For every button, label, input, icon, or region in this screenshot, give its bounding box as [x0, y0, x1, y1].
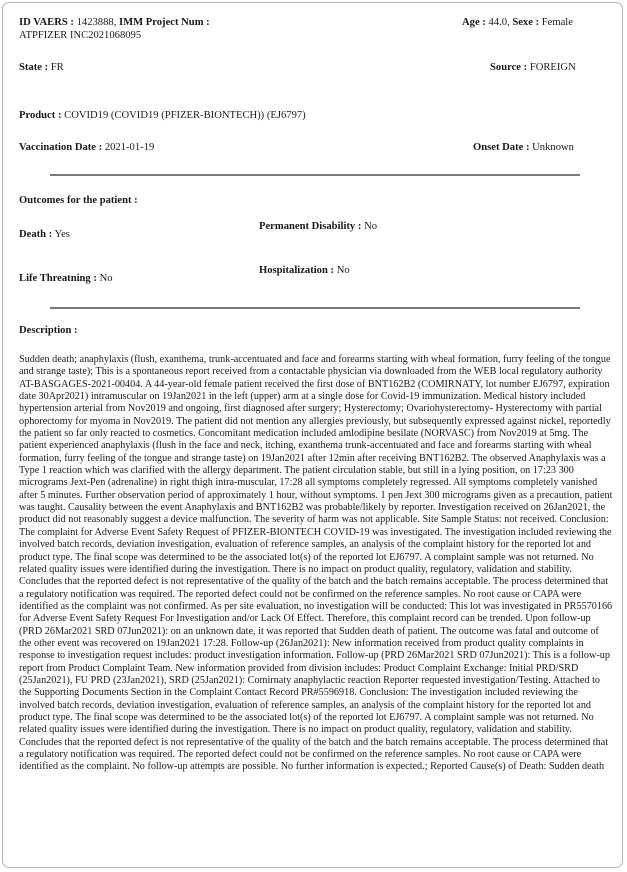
onset-date-field [473, 142, 574, 154]
death-field [19, 229, 70, 241]
description-text: Sudden death; anaphylaxis (flush, exanthema, trunk-accentuated and face and forearms starting with wheal formation, furry feeling of the tongue and strange taste); This is a spontaneous report received from a contactable physician via downloaded from the WEB local regulatory authority AT-BASGAGES-2021-00404. A 44-year-old female patient received the first dose of BNT162B2 (COMIRNATY, lot number EJ6797, expiration date 30Apr2021) intramuscular on 19Jan2021 in the left (upper) arm at a single dose for Covid-19 immunization. Medical history included hypertension arterial from Nov2019 and ongoing, first diagnosed after surgery; Hysterectomy; Ovariohysterectomy- Hysterectomy with partial ophorectomy for myoma in Nov2019. The patient did not mention any allergies previously, but subsequently expressed against nickel, reportedly the patient so far only reacted to cosmetics. Concomitant medication included amlodipine besilate (NORVASC) from Nov2019 at 5mg. The patient experienced anaphylaxis (flush in the face and neck, itching, exanthema trunk-accentuated and face and forearms starting with wheal formation, furry feeling of the tongue and strange taste) on 19Jan2021 after 12min after receiving BNT162B2. The observed Anaphylaxis was a Type 1 reaction which was clarified with the allergy department. The patient circulation stable, but still in a lying position, on 17:23 300 micrograms Jext-Pen (adrenaline) in right thigh intra-muscular, 17:28 all symptoms completely regressed. All symptoms completely vanished after 5 minutes. Further observation period of approximately 1 hour, without symptoms. 1 pen Jext 300 micrograms given as a precaution, patient was taught. Causality between the event Anaphylaxis and BNT162B2 was probable/likely by reporter. Investigation received on 26Jan2021, the product did not reasonably suggest a device malfunction. The severity of harm was not applicable. Site Sample Status: not received. Conclusion: The complaint for Adverse Event Safety Request of PFIZER-BIONTECH COVID-19 was investigated. The investigation included reviewing the involved batch records, deviation investigation, evaluation of reference samples, an analysis of the complaint history for the reported lot and product type. The final scope was determined to be the associated lot(s) of the reported lot EJ6797. A complaint sample was not returned. No related quality issues were identified during the investigation. There is no impact on product quality, regulatory, validation and stability. Concludes that the reported defect is not representative of the quality of the batch and the batch remains acceptable. The process determined that a regulatory notification was required. The reported defect could not be confirmed on the reference samples. No root cause or CAPA were identified as the complaint was not confirmed. As per site evaluation, no investigation will be conducted: This lot was investigated in PR5570166 for Adverse Event Safety Request For Investigation and/or Lack Of Effect. Therefore, this complaint record can be trended. Upon follow-up (PRD 26Mar2021 SRD 07Jun2021): on an unknown date, it was reported that Sudden death of patient. The outcome was fatal and outcome of the other event was recovered on 19Jan2021 17:28. Follow-up (26Jan2021): New information received from product quality complaints in response to investigation request includes: product investigation information. Follow-up (PRD 26Mar2021 SRD 07Jun2021): This is a follow-up report from Product Complaint Team. New information provided from division includes: Product Complaint Exchange: Initial PRD/SRD (25Jan2021), FU PRD (23Jan2021), SRD (25Jan2021): Comirnaty anaphylactic reaction Reporter requested investigation/Testing. Attached to the Supporting Documents Section in the Complaint Contact Record PR#5596918. Conclusion: The investigation included reviewing the involved batch records, deviation investigation, evaluation of reference samples, an analysis of the complaint history for the reported lot and product type. The final scope was determined to be the associated lot(s) of the reported lot EJ6797. A complaint sample was not returned. No related quality issues were identified during the investigation. There is no impact on product quality, regulatory, validation and stability. Concludes that the reported defect is not representative of the quality of the batch and the batch remains acceptable. The process determined that a regulatory notification was required. The reported defect could not be confirmed on the reference samples. No root cause or CAPA were identified as the complaint. No follow-up attempts are possible. No further information is expected.; Reported Cause(s) of Death: Sudden death [19, 354, 613, 773]
imm-project-value: ATPFIZER INC2021068095 [19, 30, 142, 41]
life-threatening-field [19, 273, 113, 285]
state-field [19, 62, 64, 74]
permanent-disability-label: Permanent Disability : [259, 221, 362, 232]
vaccination-date-value: 2021-01-19 [104, 142, 155, 153]
life-threatening-label: Life Threatning : [19, 273, 97, 284]
source-label: Source : [490, 62, 528, 73]
onset-date-value: Unknown [532, 142, 574, 153]
sex-value: Female [541, 17, 573, 28]
vaers-id [19, 17, 210, 29]
age-label: Age : [462, 17, 486, 28]
product-value: COVID19 (COVID19 (PFIZER-BIONTECH)) (EJ6797) [64, 110, 306, 121]
life-threatening-value: No [99, 273, 113, 284]
divider-bottom [50, 307, 580, 309]
death-label: Death : [19, 229, 53, 240]
hospitalization-value: No [336, 265, 350, 276]
imm-project-label: IMM Project Num : [119, 17, 210, 28]
product-field [19, 110, 306, 122]
vaers-id-value: 1423888, [76, 17, 117, 28]
state-value: FR [50, 62, 64, 73]
outcomes-heading: Outcomes for the patient : [19, 195, 138, 206]
hospitalization-field [259, 265, 350, 277]
sex-label: Sexe : [512, 17, 540, 28]
source-value: FOREIGN [529, 62, 576, 73]
age-value: 44.0, [488, 17, 510, 28]
vaers-id-label: ID VAERS : [19, 17, 74, 28]
permanent-disability-field [259, 221, 377, 233]
vaccination-date-label: Vaccination Date : [19, 142, 103, 153]
onset-date-label: Onset Date : [473, 142, 530, 153]
vaccination-date-field [19, 142, 154, 154]
death-value: Yes [54, 229, 70, 240]
age-sex [462, 17, 573, 29]
divider-top [50, 174, 580, 176]
state-label: State : [19, 62, 49, 73]
permanent-disability-value: No [364, 221, 378, 232]
product-label: Product : [19, 110, 62, 121]
description-heading: Description : [19, 325, 78, 336]
hospitalization-label: Hospitalization : [259, 265, 335, 276]
source-field [490, 62, 576, 74]
